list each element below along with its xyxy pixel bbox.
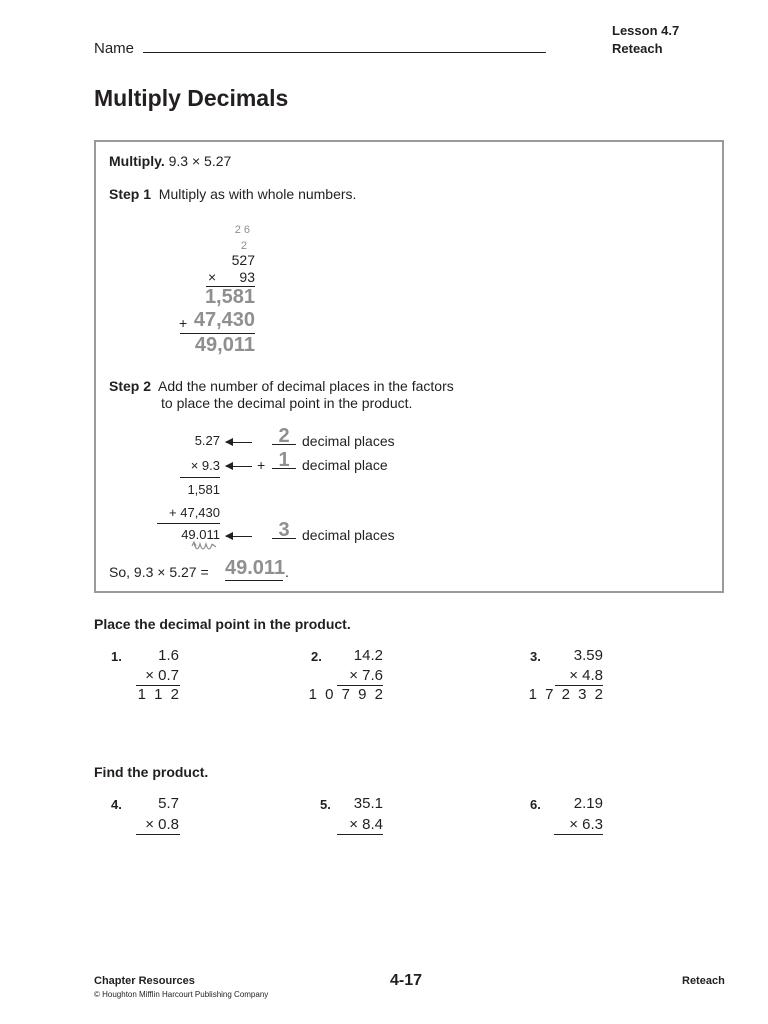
blank-3-value: 3: [278, 519, 290, 541]
page-number: 4-17: [390, 972, 423, 989]
arrow-3: [226, 536, 252, 537]
so-answer-blank[interactable]: [225, 557, 286, 581]
problem-5-rule[interactable]: [337, 834, 383, 835]
blank-1[interactable]: [272, 425, 296, 445]
problem-2-product[interactable]: 1 0 7 9 2: [308, 686, 385, 703]
top-factor: 527: [231, 252, 255, 268]
arrow-2: [226, 466, 252, 467]
decimal-loops-icon: [190, 541, 226, 555]
problem-1-number: 1.: [111, 649, 122, 664]
step2-text-line2: to place the decimal point in the product.: [161, 395, 413, 411]
problem-2-top: 14.2: [353, 647, 383, 664]
s2-factor-1: 5.27: [194, 433, 220, 448]
carry-digit-mid: 2: [240, 240, 247, 252]
problem-4-rule[interactable]: [136, 834, 180, 835]
step2-text-line1: Add the number of decimal places in the factors: [158, 378, 454, 394]
problem-5-bottom: × 8.4: [349, 816, 383, 833]
arrow-1: [226, 442, 252, 443]
blank-3[interactable]: [272, 519, 296, 539]
section2-heading: Find the product.: [94, 764, 209, 780]
label-decimal-places-1: decimal places: [302, 433, 395, 449]
problem-2-bottom: × 7.6: [349, 667, 383, 684]
name-label: Name: [94, 40, 135, 57]
problem-3-bottom: × 4.8: [569, 667, 603, 684]
step2-label: Step 2: [109, 378, 152, 394]
product: 49,011: [194, 334, 255, 356]
step1-label: Step 1: [109, 186, 152, 202]
problem-5-number: 5.: [320, 797, 331, 812]
blank-1-value: 2: [278, 425, 290, 447]
partial-product-2: 47,430: [193, 309, 255, 331]
problem-3-product[interactable]: 1 7 2 3 2: [528, 686, 605, 703]
step2: [109, 378, 454, 394]
name-line[interactable]: [143, 52, 546, 53]
problem-6-rule[interactable]: [554, 834, 603, 835]
lesson-label: [612, 22, 679, 58]
problem-5-top: 35.1: [353, 795, 383, 812]
footer-copyright: © Houghton Mifflin Harcourt Publishing Company: [94, 990, 269, 999]
problem-1-top: 1.6: [158, 647, 179, 664]
so-text: So, 9.3 × 5.27 =: [109, 564, 209, 580]
lesson-type: Reteach: [612, 41, 663, 56]
step1: [109, 186, 356, 202]
label-decimal-place: decimal place: [302, 457, 388, 473]
blank-2[interactable]: [272, 449, 296, 469]
blank-2-value: 1: [278, 449, 290, 471]
s2-product: 49.011: [181, 527, 220, 542]
footer-chapter-resources: Chapter Resources: [94, 975, 195, 987]
multiply-prompt: [109, 153, 231, 169]
s2-rule-2: [157, 523, 220, 524]
problem-1-bottom: × 0.7: [145, 667, 179, 684]
problem-6-bottom: × 6.3: [569, 816, 603, 833]
partial-product-1: 1,581: [204, 286, 255, 308]
label-decimal-places-3: decimal places: [302, 527, 395, 543]
problem-6-top: 2.19: [573, 795, 603, 812]
bottom-factor: 93: [239, 269, 255, 285]
problem-3-top: 3.59: [573, 647, 603, 664]
lesson-number: Lesson 4.7: [612, 23, 680, 38]
problem-2-number: 2.: [311, 649, 322, 664]
s2-rule-1: [180, 477, 220, 478]
footer-reteach: Reteach: [682, 975, 725, 987]
page-title: Multiply Decimals: [94, 85, 289, 111]
times-sign: ×: [208, 269, 217, 285]
so-answer: 49.011: [225, 557, 286, 579]
s2-factor-2: × 9.3: [190, 458, 220, 473]
multiply-expression: 9.3 × 5.27: [168, 153, 232, 169]
problem-4-top: 5.7: [158, 795, 179, 812]
problem-3-number: 3.: [530, 649, 541, 664]
problem-1-product[interactable]: 1 1 2: [137, 686, 181, 703]
example-box: [94, 140, 724, 593]
problem-6-number: 6.: [530, 797, 541, 812]
blank-plus: +: [257, 457, 266, 473]
section1-heading: Place the decimal point in the product.: [94, 616, 351, 632]
step1-text: Multiply as with whole numbers.: [158, 186, 357, 202]
problem-4-number: 4.: [111, 797, 122, 812]
problem-4-bottom: × 0.8: [145, 816, 179, 833]
plus-sign: +: [179, 315, 188, 331]
s2-partial-1: 1,581: [187, 482, 220, 497]
multiply-label: Multiply.: [109, 153, 165, 169]
so-period: .: [285, 564, 289, 580]
s2-partial-2: + 47,430: [169, 505, 220, 520]
so-statement: [109, 564, 209, 580]
carry-digits-top: 2 6: [234, 224, 250, 236]
